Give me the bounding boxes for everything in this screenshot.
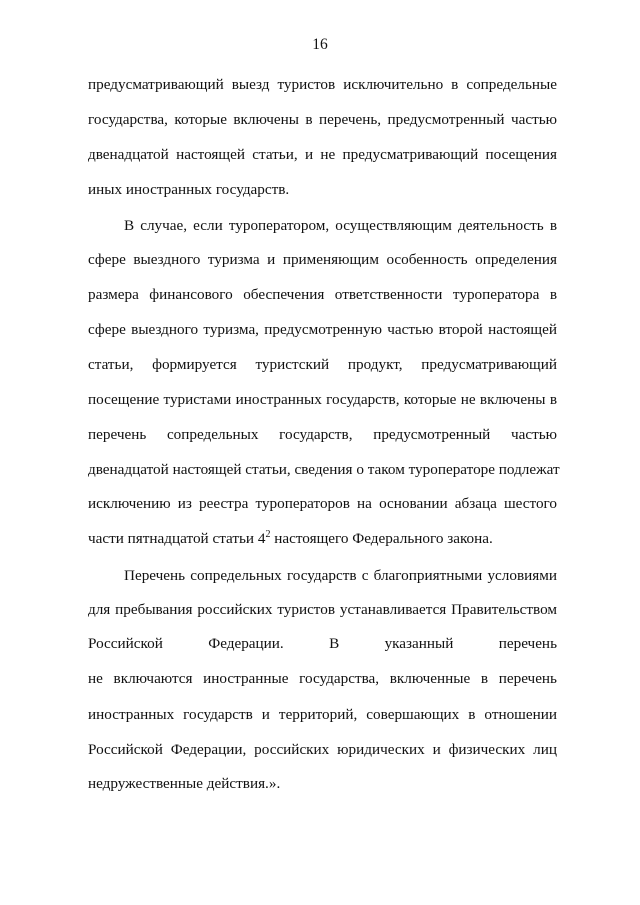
text-line: В случае, если туроператором, осуществляющим деятельность в <box>124 217 557 234</box>
text-line: сфере выездного туризма и применяющим особенность определения <box>88 251 557 268</box>
superscript: 2 <box>265 529 271 540</box>
text-line: двенадцатой настоящей статьи, и не предусматривающий посещения <box>88 146 557 163</box>
text-line <box>88 529 557 549</box>
text-line: размера финансового обеспечения ответственности туроператора в <box>88 286 557 303</box>
text-line: иных иностранных государств. <box>88 181 290 198</box>
text-line: двенадцатой настоящей статьи, сведения о таком туроператоре подлежат <box>88 461 560 478</box>
text-line: иностранных государств и территорий, совершающих в отношении <box>88 706 557 723</box>
text-line: сфере выездного туризма, предусмотренную частью второй настоящей <box>88 321 557 338</box>
text-line: исключению из реестра туроператоров на основании абзаца шестого <box>88 495 557 512</box>
text-line: для пребывания российских туристов устанавливается Правительством <box>88 601 557 618</box>
text-line: государства, которые включены в перечень, предусмотренный частью <box>88 111 557 128</box>
text-line: посещение туристами иностранных государств, которые не включены в <box>88 391 557 408</box>
text-line: предусматривающий выезд туристов исключительно в сопредельные <box>88 76 557 93</box>
text-line: перечень сопредельных государств, предусмотренный частью <box>88 426 557 443</box>
text-segment: настоящего Федерального закона. <box>270 530 493 547</box>
page-number: 16 <box>312 36 328 53</box>
text-line: недружественные действия.». <box>88 775 281 792</box>
text-line: не включаются иностранные государства, включенные в перечень <box>88 670 557 687</box>
text-line: Российской Федерации, российских юридических и физических лиц <box>88 741 557 758</box>
text-line: статьи, формируется туристский продукт, предусматривающий <box>88 356 557 373</box>
text-segment: части пятнадцатой статьи 4 <box>88 530 266 547</box>
text-line: Перечень сопредельных государств с благоприятными условиями <box>124 567 557 584</box>
text-line: Российской Федерации. В указанный перечень <box>88 635 557 652</box>
